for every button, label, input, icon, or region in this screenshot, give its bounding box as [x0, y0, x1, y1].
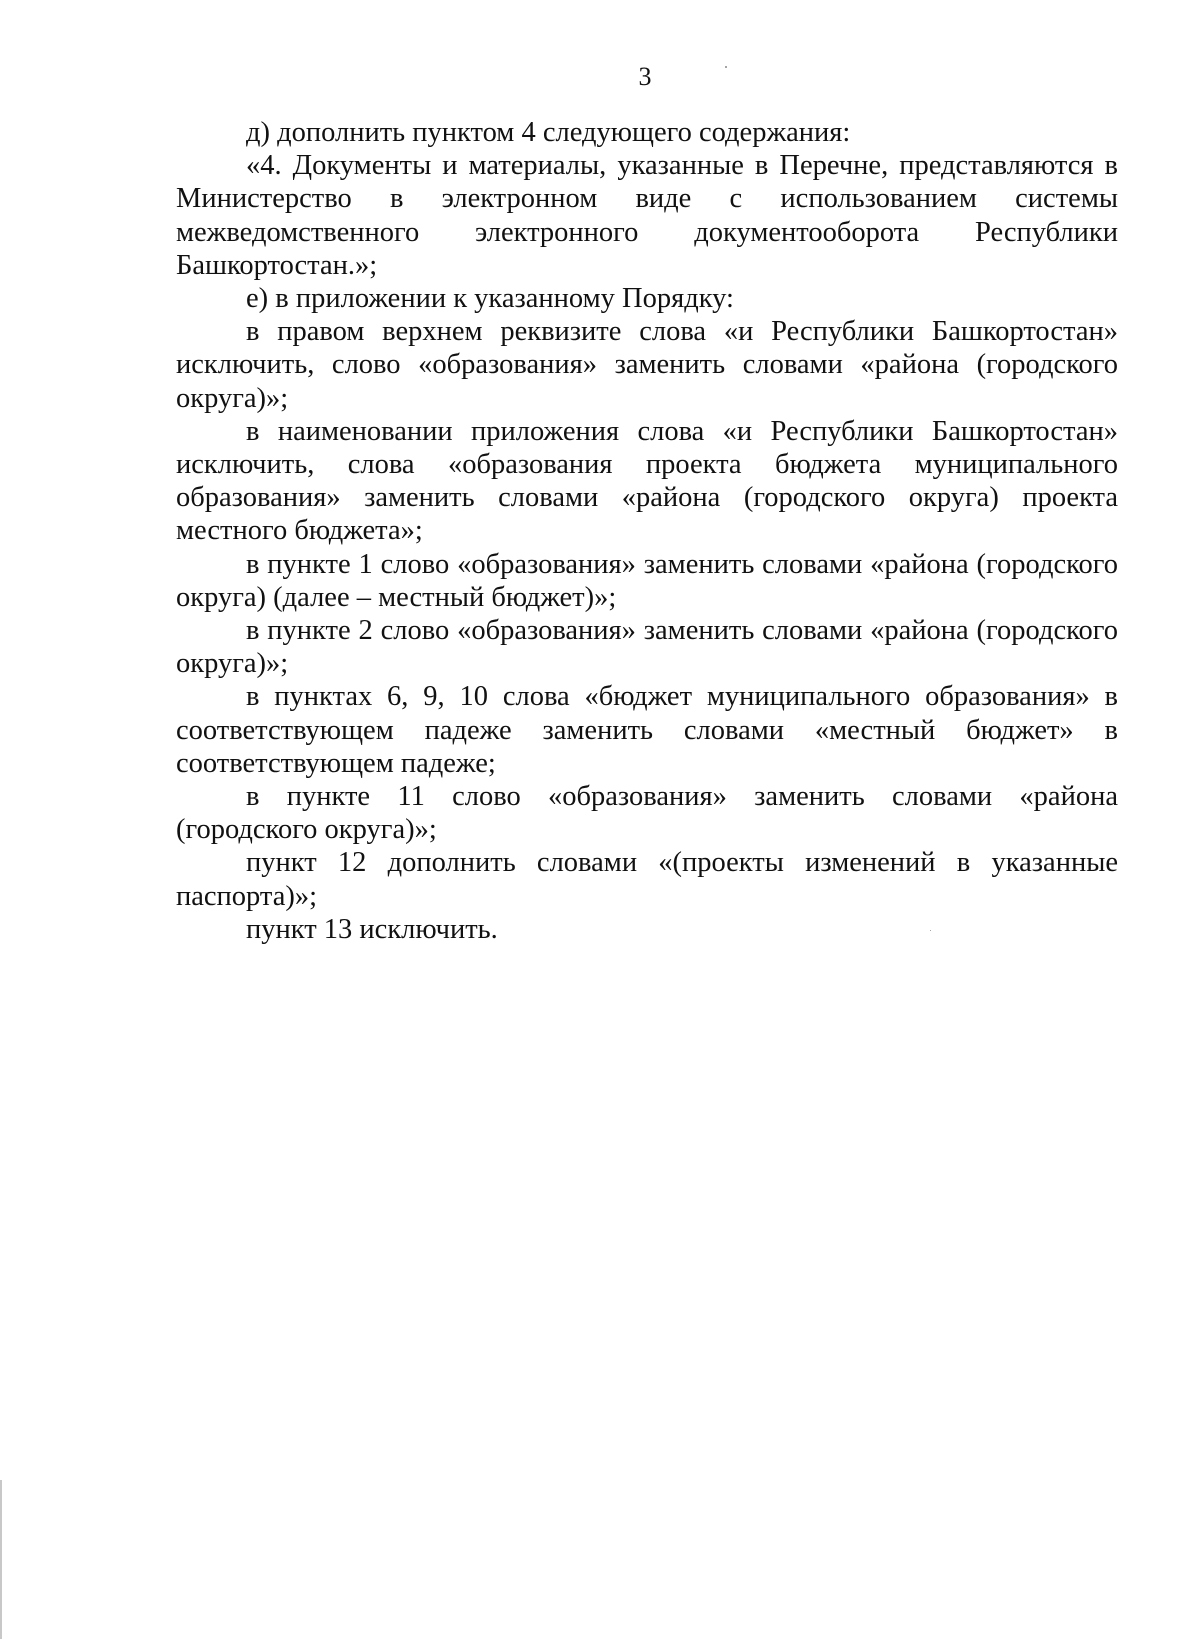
paragraph-appendix-title: в наименовании приложения слова «и Республики Башкортостан» исключить, слова «образования проекта бюджета муниципального образования» заменить словами «района (городского округа) проекта местного бюджета»; [176, 415, 1118, 547]
scan-speck [725, 66, 727, 68]
paragraph-point-2: в пункте 2 слово «образования» заменить словами «района (городского округа)»; [176, 615, 1118, 680]
document-body [176, 116, 1118, 946]
paragraph-points-6-9-10: в пунктах 6, 9, 10 слова «бюджет муниципального образования» в соответствующем падеже заменить словами «местный бюджет» в соответствующем падеже; [176, 681, 1118, 779]
paragraph-upper-right-requisite: в правом верхнем реквизите слова «и Республики Башкортостан» исключить, слово «образования» заменить словами «района (городского округа)»; [176, 316, 1118, 414]
paragraph-point-12: пункт 12 дополнить словами «(проекты изменений в указанные паспорта)»; [176, 847, 1118, 912]
scan-edge [0, 1480, 2, 1639]
paragraph-point-13: пункт 13 исключить. [246, 913, 498, 945]
paragraph-amend-item-e: е) в приложении к указанному Порядку: [246, 283, 734, 315]
paragraph-point-11: в пункте 11 слово «образования» заменить словами «района (городского округа)»; [176, 781, 1118, 846]
paragraph-item-4-text: «4. Документы и материалы, указанные в Перечне, представляются в Министерство в электронном виде с использованием системы межведомственного электронного документооборота Республики Башкортостан.»; [176, 150, 1118, 281]
paragraph-point-1: в пункте 1 слово «образования» заменить словами «района (городского округа) (далее – местный бюджет)»; [176, 548, 1118, 613]
page-number: 3 [638, 62, 652, 91]
paragraph-amend-item-d: д) дополнить пунктом 4 следующего содержания: [246, 117, 851, 148]
